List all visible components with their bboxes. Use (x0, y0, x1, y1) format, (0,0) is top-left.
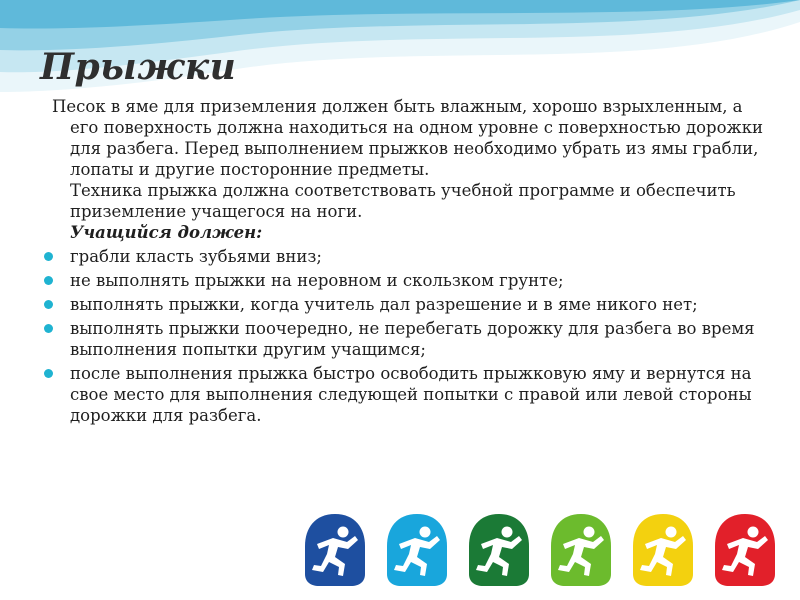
list-item-text: после выполнения прыжка быстро освободить прыжковую яму и вернутся на свое место для выполнения следующей попытки с правой или левой стороны дорожки для разбега. (70, 364, 752, 425)
sprinter-icon (713, 512, 777, 588)
bullet-icon (44, 252, 53, 261)
sprinter-icon (549, 512, 613, 588)
bullet-icon (44, 324, 53, 333)
list-item-text: грабли класть зубьями вниз; (70, 247, 322, 266)
athletics-pictograms (303, 512, 783, 592)
list-item-text: выполнять прыжки, когда учитель дал разрешение и в яме никого нет; (70, 295, 698, 314)
list-item (40, 270, 770, 291)
list-item (40, 294, 770, 315)
bullet-icon (44, 300, 53, 309)
slide-body (40, 96, 770, 429)
list-item (40, 246, 770, 267)
duties-list (40, 246, 770, 426)
intro-paragraph: Песок в яме для приземления должен быть влажным, хорошо взрыхленным, а его поверхность должна находиться на одном уровне с поверхностью дорожки для разбега. Перед выполнением прыжков необходимо убрать из ямы грабли, лопаты и другие посторонние предметы. (52, 97, 764, 179)
bullet-icon (44, 369, 53, 378)
sprinter-icon (467, 512, 531, 588)
sprinter-icon (385, 512, 449, 588)
sprinter-icon (303, 512, 367, 588)
technique-paragraph: Техника прыжка должна соответствовать учебной программе и обеспечить приземление учащегося на ноги. (70, 181, 736, 221)
list-item-text: не выполнять прыжки на неровном и скользком грунте; (70, 271, 564, 290)
sprinter-icon (631, 512, 695, 588)
student-duties-heading: Учащийся должен: (70, 223, 263, 242)
list-item (40, 318, 770, 360)
bullet-icon (44, 276, 53, 285)
slide-title: Прыжки (40, 46, 237, 88)
list-item (40, 363, 770, 426)
list-item-text: выполнять прыжки поочередно, не перебегать дорожку для разбега во время выполнения попытки другим учащимся; (70, 319, 755, 359)
